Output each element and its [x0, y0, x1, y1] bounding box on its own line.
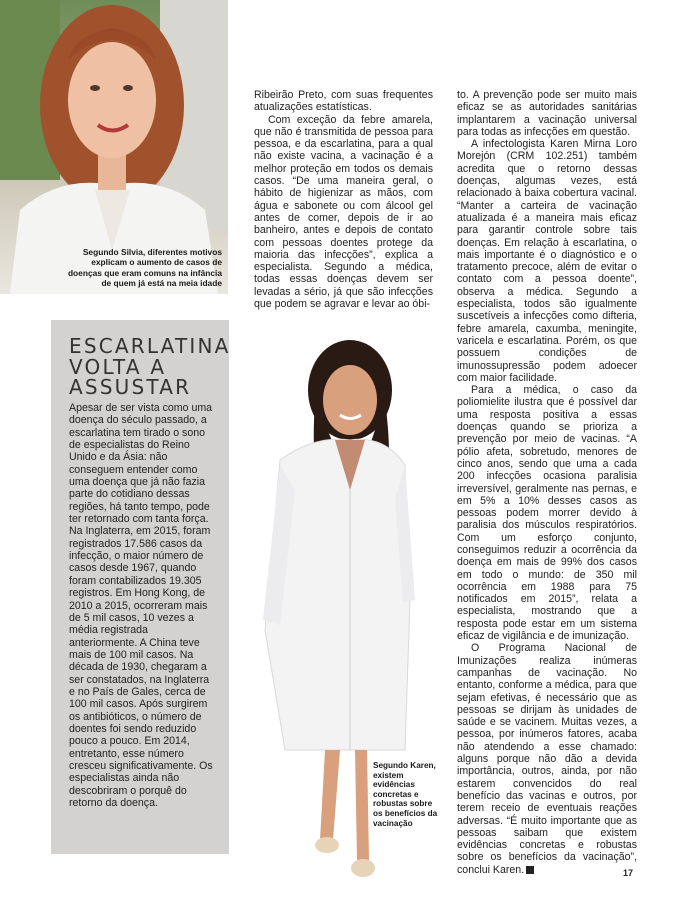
article-paragraph: Com exceção da febre amarela, que não é transmitida de pessoa para pessoa, e da escarlatina, para a qual não existe vacina, a vacinação é a melhor proteção em todos os demais casos. “De uma maneira geral, o hábito de higienizar as mãos, com água e sabonete ou com álcool gel antes de comer, depois de ir ao banheiro, antes e depois de contato com pessoas doentes protege da maioria das infecções”, explica a especialista. Segundo a médica, todas essas doenças devem ser levadas a sério, já que são infecções que podem se agravar e levar ao óbi- [254, 113, 433, 311]
sidebar-title: ESCARLATINA VOLTA A ASSUSTAR [69, 334, 231, 399]
photo-caption-silvia: Segundo Silvia, diferentes motivos explicam o aumento de casos de doenças que eram comuns na infância de quem já está na meia idade [67, 247, 222, 288]
page-number: 17 [623, 868, 634, 878]
end-of-article-icon [526, 866, 534, 874]
article-paragraph: A infectologista Karen Mirna Loro Morejón (CRM 102.251) também acredita que o retorno dessas doenças, algumas vezes, está relacionado à baixa cobertura vacinal. “Manter a carteira de vacinação atualizada é a maneira mais eficaz para garantir controle sobre tais doenças. Em relação à escarlatina, o mais importante é o diagnóstico e o tratamento precoce, além de evitar o contato com a pessoa doente”, observa a médica. Segundo a especialista, todos são igualmente suscetíveis a infecções como difteria, febre amarela, caxumba, meningite, varicela e escarlatina. Porém, os que possuem condições de imunossupressão podem adoecer com maior facilidade. [457, 138, 637, 384]
article-column-middle [254, 89, 433, 310]
article-paragraph: Ribeirão Preto, com suas frequentes atualizações estatísticas. [254, 89, 433, 114]
article-paragraph: Para a médica, o caso da poliomielite ilustra que é possível dar uma resposta positiva a essas doenças quando se prioriza a prevenção por meio de vacinas. “A pólio afeta, sobretudo, menores de cinco anos, sendo que uma a cada 200 infecções ocasiona paralisia irreversível, geralmente nas pernas, e em 5% a 10% desses casos as pessoas podem morrer devido à paralisia dos músculos respiratórios. Com um esforço conjunto, conseguimos reduzir a ocorrência da doença em mais de 99% dos casos em todo o mundo: de 350 mil ocorrência em 1988 para 75 notificados em 2015”, relata a especialista, mostrando que a resposta pode estar em um sistema eficaz de vigilância e de imunização. [457, 384, 637, 643]
article-paragraph-last [457, 642, 637, 876]
sidebar-body: Apesar de ser vista como uma doença do século passado, a escarlatina tem tirado o sono de especialistas do Reino Unido e da Ásia: não conseguem entender como uma doença que já não fazia parte do cotidiano dessas regiões, há tanto tempo, pode ter retornado com tanta força. Na Inglaterra, em 2015, foram registrados 17.586 casos da infecção, o maior número de casos desde 1967, quando foram contabilizados 19.305 registros. Em Hong Kong, de 2010 a 2015, ocorreram mais de 5 mil casos, 10 vezes a média registrada anteriormente. A China teve mais de 100 mil casos. Na década de 1930, chegaram a ser constatados, na Inglaterra e no País de Gales, cerca de 100 mil casos. Após surgirem os antibióticos, o número de doentes foi sendo reduzido pouco a pouco. Em 2014, entretanto, esse número cresceu significativamente. Os especialistas ainda não descobriram o porquê do retorno da doença. [69, 402, 213, 809]
article-column-right [457, 89, 637, 876]
photo-silvia [0, 0, 228, 294]
article-paragraph: to. A prevenção pode ser muito mais eficaz se as autoridades sanitárias implantarem a vacinação universal para todas as infecções em questão. [457, 89, 637, 138]
photo-caption-karen: Segundo Karen, existem evidências concretas e robustas sobre os benefícios da vacinação [373, 761, 438, 828]
article-paragraph-text: O Programa Nacional de Imunizações realiza inúmeras campanhas de vacinação. No entanto, conforme a médica, para que sejam efetivas, é necessário que as pessoas se dirijam às unidades de saúde e se vacinem. Muitas vezes, a pessoa, por inúmeros fatores, acaba não atendendo a esse chamado: alguns porque não dão a devida importância, outros, ainda, por não estarem convencidos do real benefício das vacinas e outros, por terem receio de eventuais reações adversas. “É muito importante que as pessoas saibam que existem evidências concretas e robustas sobre os benefícios da vacinação”, conclui Karen. [457, 642, 637, 876]
sidebar-box [51, 320, 229, 854]
